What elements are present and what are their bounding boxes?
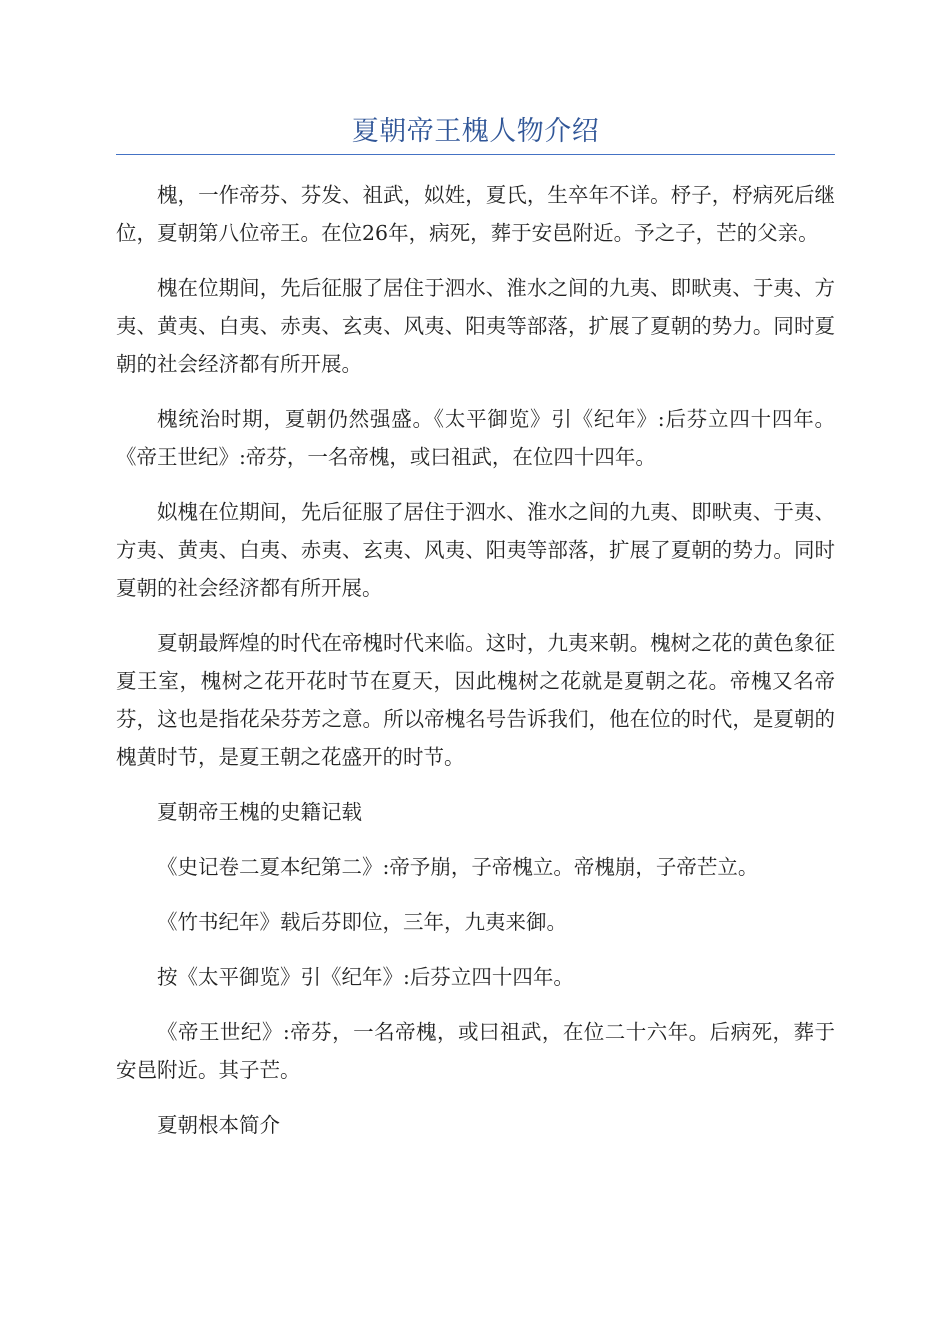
- section-heading-overview: 夏朝根本简介: [157, 1113, 280, 1137]
- paragraph-conquests: 槐在位期间，先后征服了居住于泗水、淮水之间的九夷、即畎夷、于夷、方夷、黄夷、白夷、赤夷、玄夷、风夷、阳夷等部落，扩展了夏朝的势力。同时夏朝的社会经济都有所开展。: [116, 276, 835, 376]
- section-heading-records: 夏朝帝王槐的史籍记载: [157, 800, 362, 824]
- paragraph-shiji: 《史记卷二夏本纪第二》:帝予崩，子帝槐立。帝槐崩，子帝芒立。: [157, 855, 759, 879]
- paragraph-diwang: 《帝王世纪》:帝芬，一名帝槐，或曰祖武，在位二十六年。后病死，葬于安邑附近。其子芒。: [116, 1020, 835, 1082]
- paragraph-reign: 槐统治时期，夏朝仍然强盛。《太平御览》引《纪年》:后芬立四十四年。《帝王世纪》:帝芬，一名帝槐，或曰祖武，在位四十四年。: [116, 407, 835, 469]
- paragraph-golden-age: 夏朝最辉煌的时代在帝槐时代来临。这时，九夷来朝。槐树之花的黄色象征夏王室，槐树之花开花时节在夏天，因此槐树之花就是夏朝之花。帝槐又名帝芬，这也是指花朵芬芳之意。所以帝槐名号告诉我们，他在位的时代，是夏朝的槐黄时节，是夏王朝之花盛开的时节。: [116, 631, 835, 769]
- paragraph-conquests-repeat: 姒槐在位期间，先后征服了居住于泗水、淮水之间的九夷、即畎夷、于夷、方夷、黄夷、白夷、赤夷、玄夷、风夷、阳夷等部落，扩展了夏朝的势力。同时夏朝的社会经济都有所开展。: [116, 500, 835, 600]
- document-body: [116, 176, 835, 1161]
- document-title: 夏朝帝王槐人物介绍: [351, 116, 600, 147]
- paragraph-zhushu: 《竹书纪年》载后芬即位，三年，九夷来御。: [157, 910, 567, 934]
- paragraph-taiping: 按《太平御览》引《纪年》:后芬立四十四年。: [157, 965, 574, 989]
- title-underline: [116, 154, 835, 155]
- paragraph-intro: 槐，一作帝芬、芬发、祖武，姒姓，夏氏，生卒年不详。杼子，杼病死后继位，夏朝第八位帝王。在位26年，病死，葬于安邑附近。予之子，芒的父亲。: [116, 183, 835, 245]
